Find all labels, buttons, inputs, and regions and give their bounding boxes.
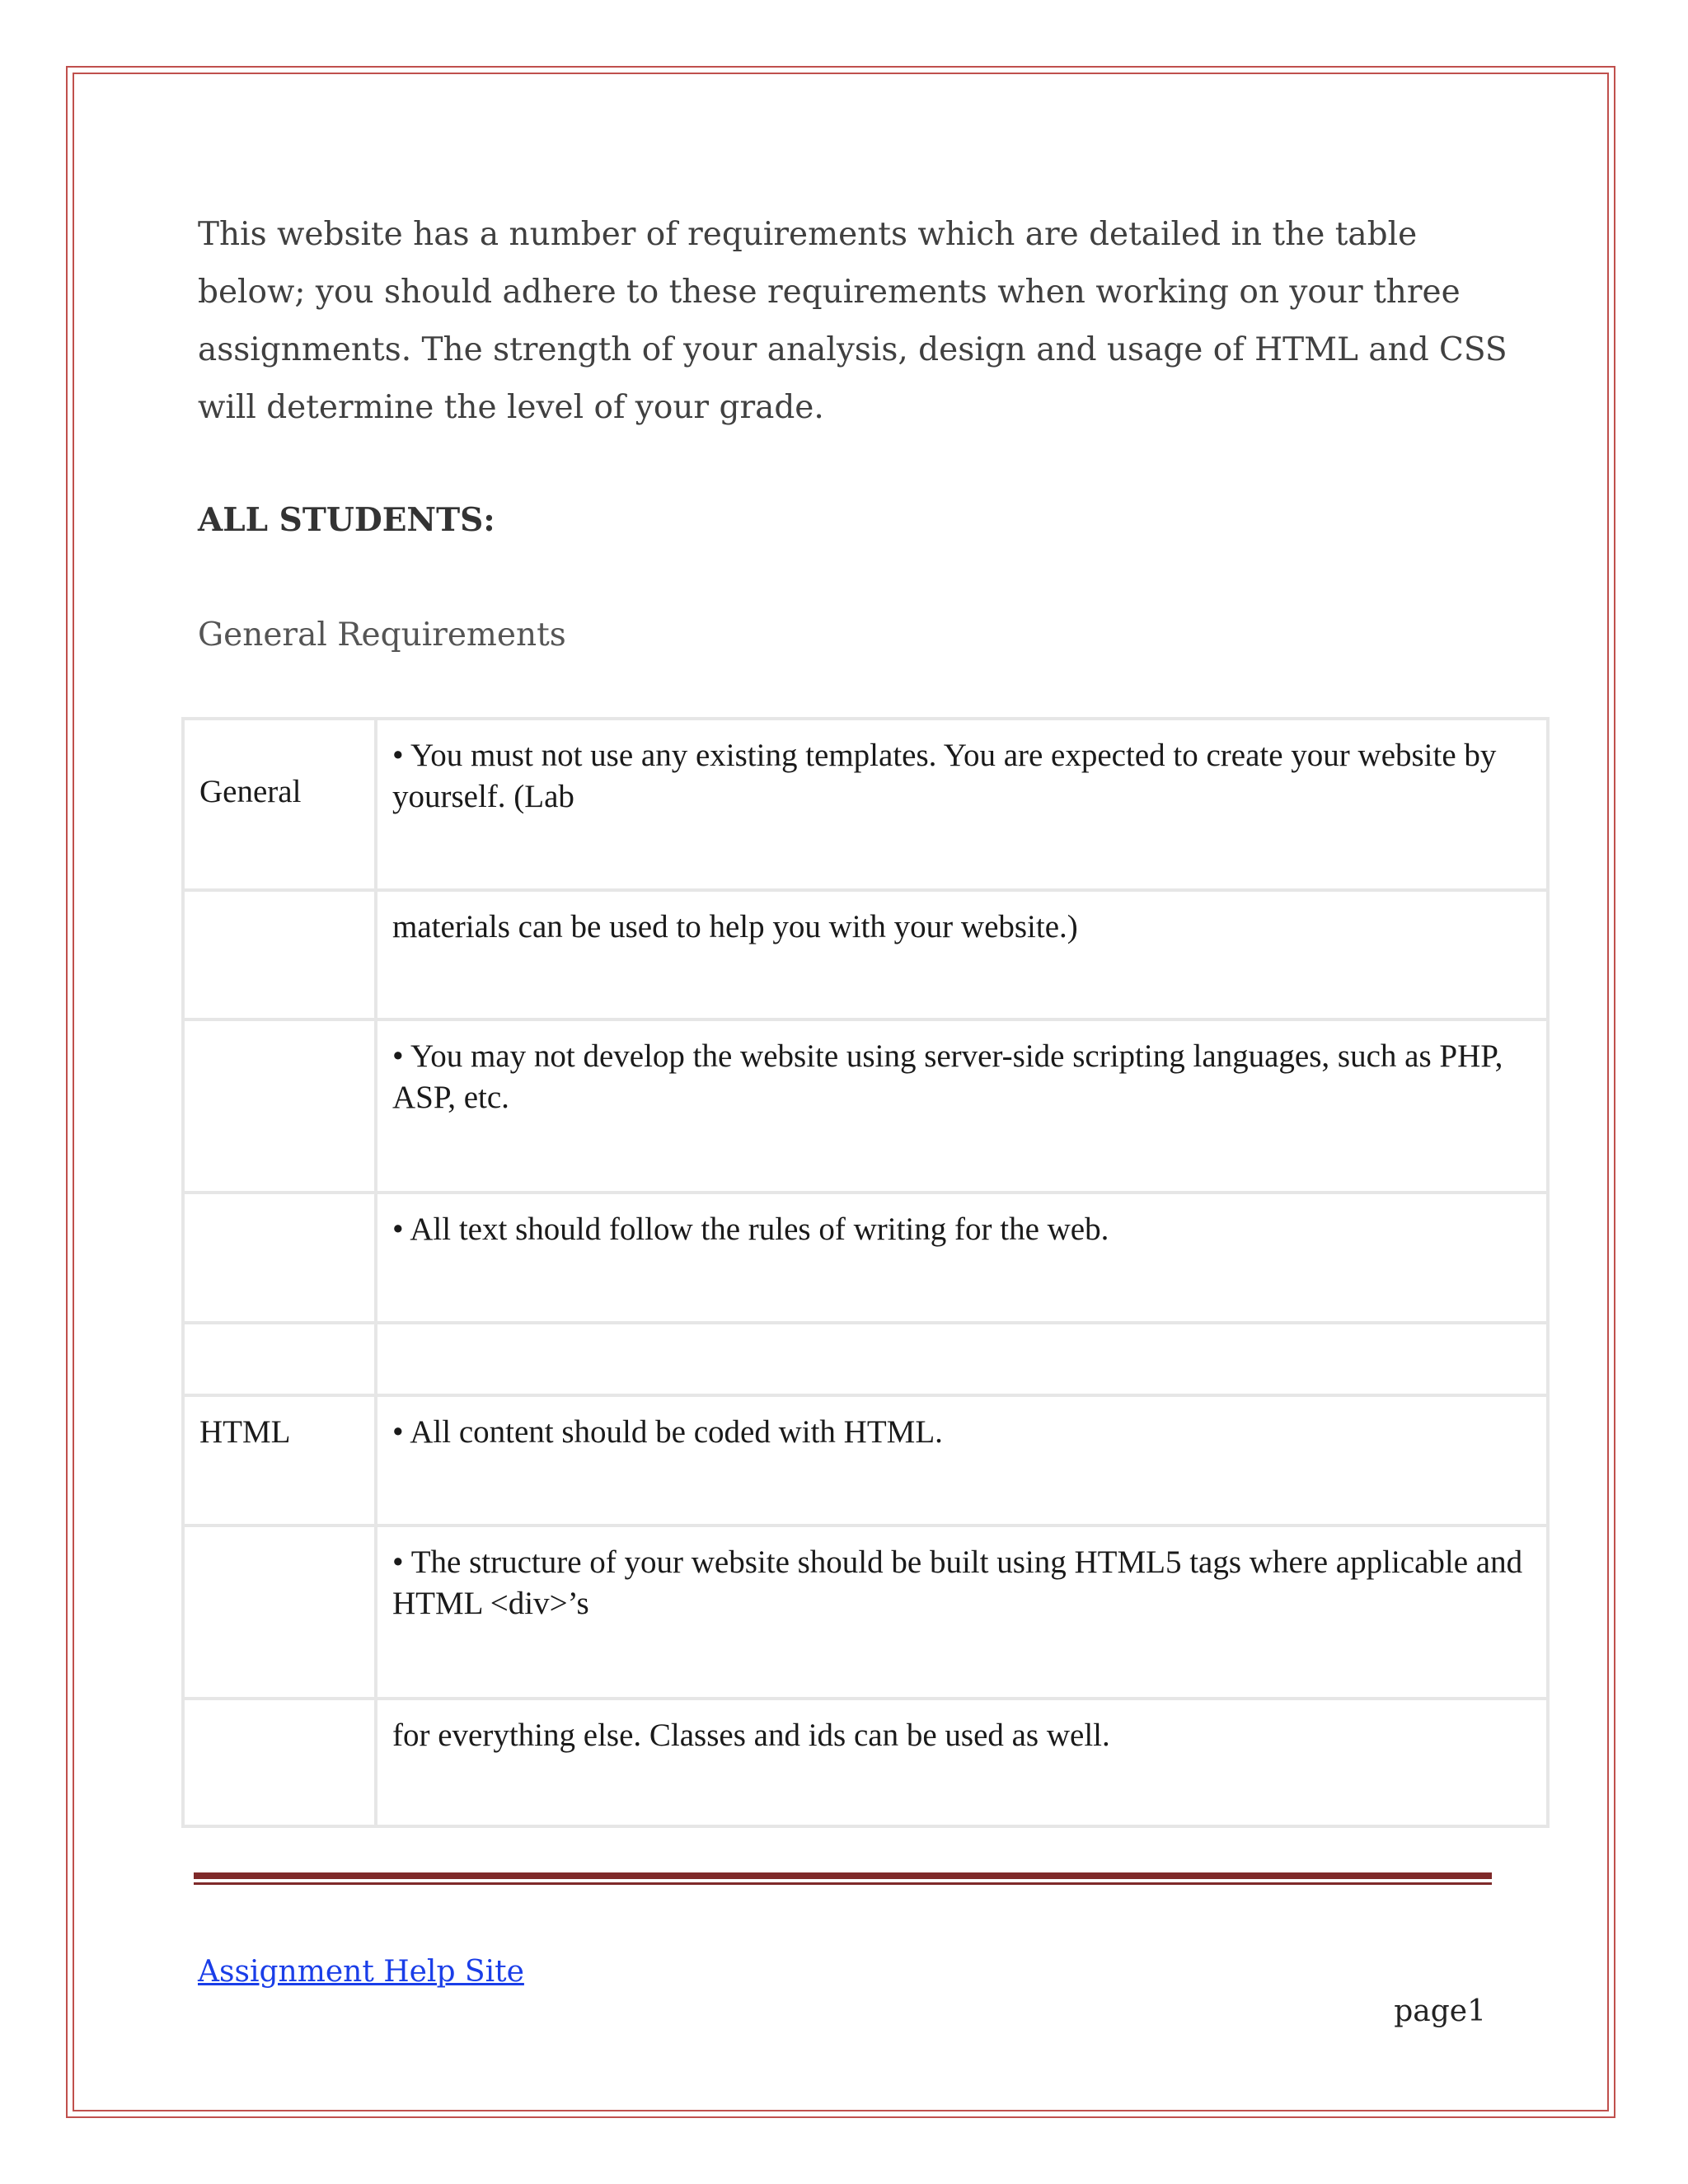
table-row	[183, 890, 1548, 1019]
row-category: HTML	[183, 1395, 376, 1526]
table-row	[183, 1395, 1548, 1526]
row-requirement: for everything else. Classes and ids can be used as well.	[376, 1699, 1548, 1826]
table-row	[183, 1019, 1548, 1193]
section-subheading: General Requirements	[198, 616, 566, 654]
row-requirement: materials can be used to help you with your website.)	[376, 890, 1548, 1019]
row-requirement	[376, 1323, 1548, 1395]
row-category	[183, 1019, 376, 1193]
row-category	[183, 1193, 376, 1323]
row-requirement: • The structure of your website should be built using HTML5 tags where applicable and HTML <div>’s	[376, 1526, 1548, 1699]
requirements-table	[181, 717, 1550, 1828]
table-row	[183, 1699, 1548, 1826]
row-requirement: • You must not use any existing templates. You are expected to create your website by yourself. (Lab	[376, 719, 1548, 890]
section-heading: ALL STUDENTS:	[198, 501, 495, 539]
row-category	[183, 890, 376, 1019]
row-requirement: • All content should be coded with HTML.	[376, 1395, 1548, 1526]
row-category	[183, 1323, 376, 1395]
table-row	[183, 1323, 1548, 1395]
footer-divider-thin	[194, 1882, 1492, 1885]
table-row	[183, 1526, 1548, 1699]
row-category: General	[183, 719, 376, 890]
assignment-help-link[interactable]: Assignment Help Site	[198, 1955, 524, 1989]
row-requirement: • You may not develop the website using server-side scripting languages, such as PHP, ASP, etc.	[376, 1019, 1548, 1193]
table-row	[183, 719, 1548, 890]
intro-paragraph: This website has a number of requirements which are detailed in the table below; you should adhere to these requirements when working on your three assignments. The strength of your analysis, design and usage of HTML and CSS will determine the level of your grade.	[198, 216, 1507, 426]
footer-divider	[194, 1872, 1492, 1879]
row-category	[183, 1526, 376, 1699]
table-row	[183, 1193, 1548, 1323]
row-category	[183, 1699, 376, 1826]
row-requirement: • All text should follow the rules of writing for the web.	[376, 1193, 1548, 1323]
page-number: page1	[1394, 1994, 1486, 2028]
